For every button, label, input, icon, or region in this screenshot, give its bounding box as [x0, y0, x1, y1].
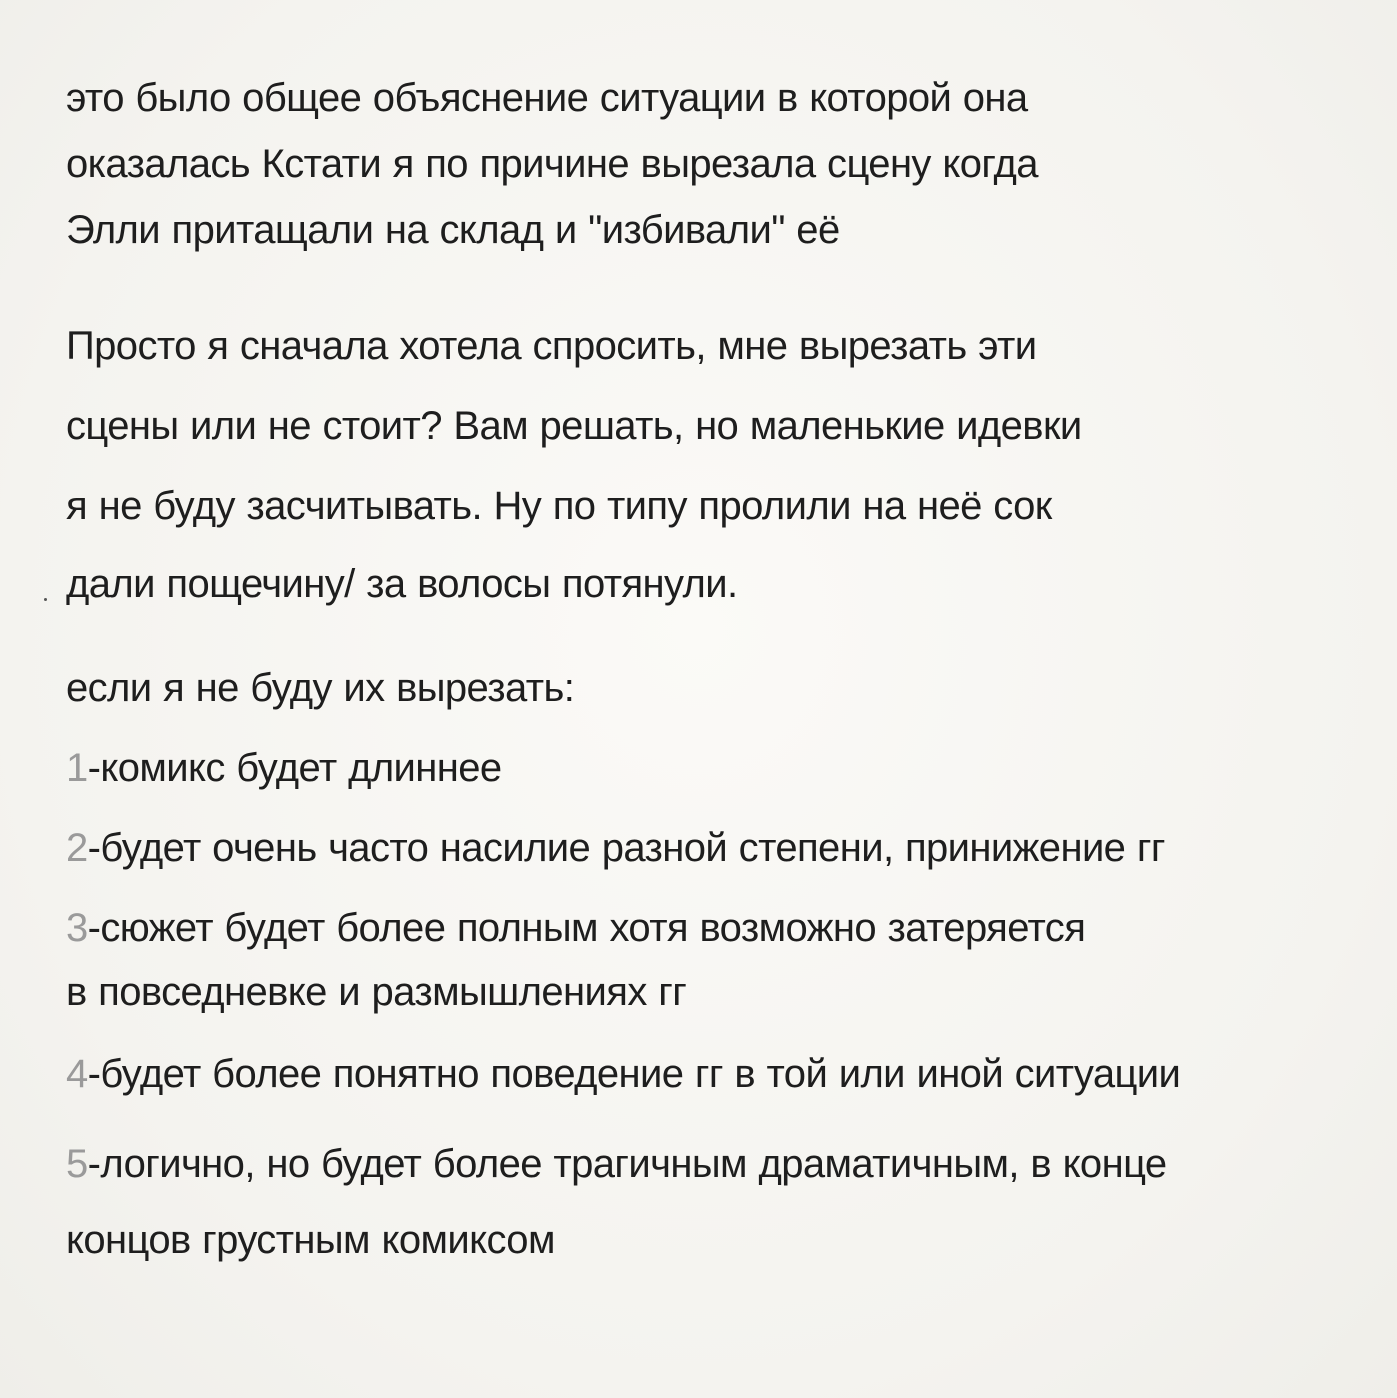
stray-dot — [44, 598, 47, 601]
paragraph1-line3: Элли притащали на склад и "избивали" её — [66, 208, 840, 252]
list-item-number: 4 — [66, 1052, 88, 1096]
list-intro: если я не буду их вырезать: — [66, 666, 575, 710]
paragraph1-line2: оказалась Кстати я по причине вырезала сцену когда — [66, 142, 1038, 186]
paragraph2-line2: сцены или не стоит? Вам решать, но маленькие идевки — [66, 404, 1082, 448]
list-item-number: 3 — [66, 906, 88, 950]
paragraph2-line3: я не буду засчитывать. Ну по типу пролили на неё сок — [66, 484, 1052, 528]
list-item-text: -комикс будет длиннее — [87, 746, 502, 790]
paragraph2-line4: дали пощечину/ за волосы потянули. — [66, 562, 738, 606]
list-item-number: 5 — [66, 1142, 88, 1186]
list-item-5-continuation: концов грустным комиксом — [66, 1218, 555, 1262]
list-item-text: -будет очень часто насилие разной степени, принижение гг — [87, 826, 1165, 870]
list-item-4 — [66, 1050, 1180, 1098]
list-item-text: -сюжет будет более полным хотя возможно затеряется — [87, 906, 1086, 950]
list-item-1 — [66, 744, 502, 792]
list-item-text: -будет более понятно поведение гг в той или иной ситуации — [87, 1052, 1181, 1096]
list-item-5 — [66, 1140, 1167, 1188]
list-item-number: 2 — [66, 826, 88, 870]
list-item-3-continuation: в повседневке и размышлениях гг — [66, 970, 687, 1014]
paragraph2-line1: Просто я сначала хотела спросить, мне вырезать эти — [66, 324, 1037, 368]
paragraph1-line1: это было общее объяснение ситуации в которой она — [66, 76, 1028, 120]
list-item-3 — [66, 904, 1085, 952]
list-item-2 — [66, 824, 1165, 872]
list-item-number: 1 — [66, 746, 88, 790]
list-item-text: -логично, но будет более трагичным драматичным, в конце — [87, 1142, 1167, 1186]
